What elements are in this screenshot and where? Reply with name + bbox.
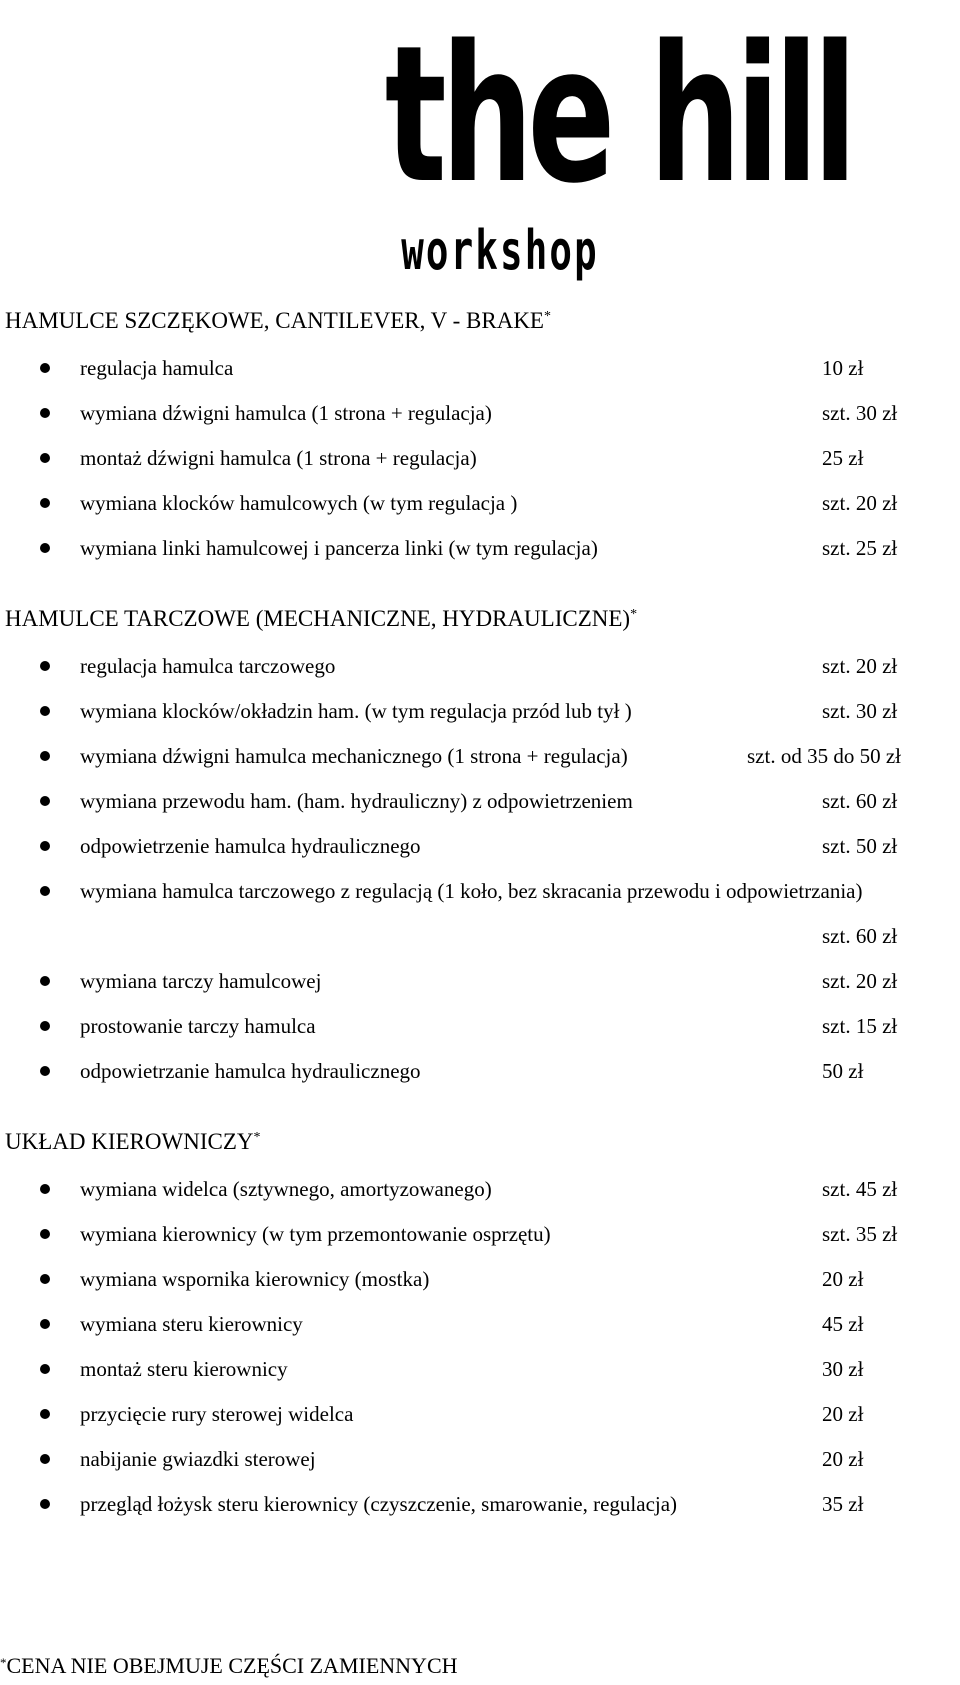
list-item [0,876,960,966]
service-label: wymiana klocków/okładzin ham. (w tym regulacja przód lub tył ) [80,699,632,723]
list-item [0,1219,960,1249]
service-price: szt. 60 zł [822,924,898,948]
service-label: wymiana kierownicy (w tym przemontowanie osprzętu) [80,1222,551,1246]
list-item [0,1354,960,1384]
list-item [0,1011,960,1041]
service-price: 45 zł [822,1312,864,1336]
service-label: prostowanie tarczy hamulca [80,1014,316,1038]
logo [340,5,852,283]
service-price: 25 zł [822,446,864,470]
bullet-icon [40,1066,50,1076]
service-price: 50 zł [822,1059,864,1083]
service-price: 20 zł [822,1267,864,1291]
service-price: szt. 20 zł [822,654,898,678]
service-price: szt. 15 zł [822,1014,898,1038]
bullet-icon [40,1319,50,1329]
list-item [0,398,960,428]
bullet-icon [40,363,50,373]
bullet-icon [40,1229,50,1239]
list-item [0,741,960,771]
service-price: 20 zł [822,1402,864,1426]
bullet-icon [40,498,50,508]
service-label: przegląd łożysk steru kierownicy (czyszczenie, smarowanie, regulacja) [80,1492,678,1516]
service-price: 10 zł [822,356,864,380]
service-price: szt. 35 zł [822,1222,898,1246]
list-item [0,1056,960,1086]
bullet-icon [40,1409,50,1419]
service-price: szt. od 35 do 50 zł [747,744,901,768]
bullet-icon [40,976,50,986]
footnote-asterisk: * [0,1655,7,1670]
service-label: przycięcie rury sterowej widelca [80,1402,354,1426]
service-label: montaż dźwigni hamulca (1 strona + regulacja) [80,446,477,470]
service-price: 20 zł [822,1447,864,1471]
footnote [0,1652,458,1680]
list-item [0,1489,960,1519]
bullet-icon [40,661,50,671]
bullet-icon [40,751,50,761]
bullet-icon [40,1454,50,1464]
list-item [0,443,960,473]
service-price: szt. 25 zł [822,536,898,560]
section-heading-steering: UKŁAD KIEROWNICZY* [5,1129,261,1154]
service-label: regulacja hamulca tarczowego [80,654,336,678]
service-label: wymiana tarczy hamulcowej [80,969,322,993]
service-label: wymiana klocków hamulcowych (w tym regulacja ) [80,491,518,515]
bullet-icon [40,1364,50,1374]
list-item [0,1399,960,1429]
service-price: szt. 30 zł [822,401,898,425]
bullet-icon [40,408,50,418]
service-price: szt. 50 zł [822,834,898,858]
bullet-icon [40,1499,50,1509]
list-item [0,488,960,518]
service-price: 35 zł [822,1492,864,1516]
service-label: wymiana wspornika kierownicy (mostka) [80,1267,430,1291]
list-item [0,651,960,681]
bullet-icon [40,1274,50,1284]
list-item [0,966,960,996]
service-label: wymiana linki hamulcowej i pancerza linki (w tym regulacja) [80,536,598,560]
list-item [0,353,960,383]
service-price: szt. 30 zł [822,699,898,723]
service-label: wymiana widelca (sztywnego, amortyzowanego) [80,1177,492,1201]
bullet-icon [40,706,50,716]
bullet-icon [40,543,50,553]
logo-line-1: the hill [384,5,852,226]
bullet-icon [40,841,50,851]
bullet-icon [40,453,50,463]
list-item [0,831,960,861]
section-heading-rim-brakes: HAMULCE SZCZĘKOWE, CANTILEVER, V - BRAKE* [5,308,551,333]
service-label: wymiana dźwigni hamulca (1 strona + regulacja) [80,401,492,425]
list-item [0,786,960,816]
service-label: regulacja hamulca [80,356,234,380]
section-heading-disc-brakes: HAMULCE TARCZOWE (MECHANICZNE, HYDRAULICZNE)* [5,606,638,631]
list-item [0,1444,960,1474]
list-item [0,1309,960,1339]
heading-asterisk: * [543,309,551,324]
service-label: wymiana steru kierownicy [80,1312,303,1336]
list-item [0,696,960,726]
heading-asterisk: * [630,607,638,622]
service-price: szt. 20 zł [822,491,898,515]
footnote-text: CENA NIE OBEJMUJE CZĘŚCI ZAMIENNYCH [6,1653,458,1678]
service-label: nabijanie gwiazdki sterowej [80,1447,316,1471]
service-label: wymiana hamulca tarczowego z regulacją (1 koło, bez skracania przewodu i odpowietrzania) [80,879,863,903]
service-price: szt. 20 zł [822,969,898,993]
list-item [0,1264,960,1294]
service-price: 30 zł [822,1357,864,1381]
heading-asterisk: * [253,1130,261,1145]
service-label: montaż steru kierownicy [80,1357,288,1381]
bullet-icon [40,1184,50,1194]
service-price: szt. 45 zł [822,1177,898,1201]
service-price: szt. 60 zł [822,789,898,813]
list-item [0,533,960,563]
bullet-icon [40,796,50,806]
service-label: odpowietrzanie hamulca hydraulicznego [80,1059,421,1083]
logo-line-2: workshop [401,219,599,283]
list-item [0,1174,960,1204]
service-label: wymiana przewodu ham. (ham. hydrauliczny) z odpowietrzeniem [80,789,633,813]
service-label: wymiana dźwigni hamulca mechanicznego (1 strona + regulacja) [80,744,628,768]
bullet-icon [40,1021,50,1031]
bullet-icon [40,886,50,896]
service-label: odpowietrzenie hamulca hydraulicznego [80,834,421,858]
